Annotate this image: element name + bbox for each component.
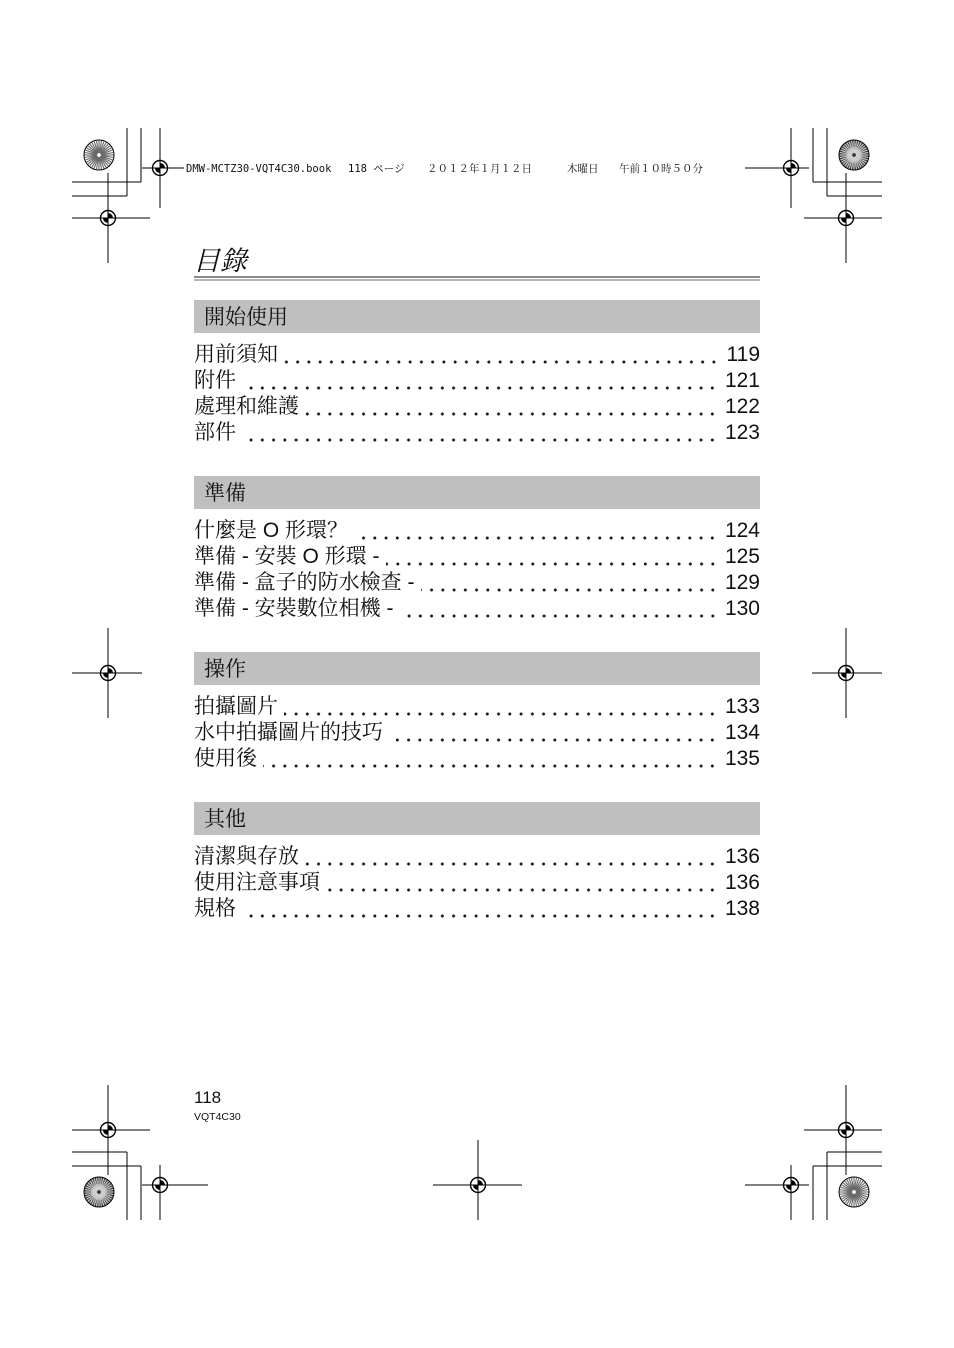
color-target-ray: [855, 1181, 863, 1191]
color-target-ray: [101, 150, 113, 154]
color-target-ray: [856, 152, 868, 154]
dot-leader: [284, 342, 720, 368]
color-target-ray: [851, 1178, 853, 1190]
color-target-ray: [101, 1193, 113, 1197]
registration-mark-quadrant: [103, 218, 108, 223]
toc-entry-label: 準備 - 安裝 O 形環 -: [194, 545, 380, 568]
footer-page-number: 118: [194, 1088, 222, 1107]
color-target-ray: [856, 1193, 868, 1197]
color-target-ray: [90, 1194, 98, 1204]
registration-mark-ring: [101, 211, 116, 226]
section-heading: 其他: [194, 802, 760, 835]
toc-entry-label: 附件: [194, 369, 236, 392]
color-target-ray: [855, 1179, 861, 1190]
color-target-ray: [101, 1193, 111, 1201]
color-target-ray: [847, 142, 853, 153]
color-target-ray: [86, 156, 97, 162]
color-target-ray: [101, 152, 113, 154]
color-target-ray: [96, 1194, 98, 1206]
color-target-ray: [100, 157, 106, 168]
color-target-ray: [840, 150, 852, 154]
color-target-ray: [845, 1194, 853, 1204]
toc-entry: [194, 544, 760, 570]
registration-mark-ring: [839, 1123, 854, 1138]
color-target-ray: [856, 155, 868, 157]
toc-entry-label: 什麼是 O 形環？: [194, 519, 349, 542]
color-target-ray: [85, 152, 97, 154]
registration-mark-quadrant: [846, 668, 851, 673]
color-target-ray: [86, 1185, 97, 1191]
registration-mark-quadrant: [160, 163, 165, 168]
color-target-ray: [88, 1193, 98, 1201]
registration-mark-quadrant: [160, 1180, 165, 1185]
color-target-ray: [845, 157, 853, 167]
color-target-ray: [88, 1183, 98, 1191]
color-target-ray: [841, 148, 852, 154]
color-target-ray: [840, 1192, 852, 1194]
toc-entry-page: 130: [724, 597, 760, 620]
color-target-ray: [855, 141, 859, 153]
color-target-ray: [856, 146, 866, 154]
color-target-ray: [86, 148, 97, 154]
color-target-ray: [854, 157, 856, 169]
color-target-ray: [851, 1194, 853, 1206]
color-target-circle: [84, 140, 114, 170]
color-target-ray: [851, 157, 853, 169]
color-target-circle: [839, 1177, 869, 1207]
color-target-ray: [92, 1194, 98, 1205]
toc-entry-label: 清潔與存放: [194, 845, 299, 868]
header-date: ２０１２年１月１２日: [427, 163, 532, 175]
toc-entry-label: 拍攝圖片: [194, 695, 278, 718]
color-target-ray: [855, 1194, 859, 1206]
color-target-ray: [856, 1187, 868, 1191]
color-target-ray: [841, 156, 852, 162]
color-target-ray: [100, 157, 104, 169]
color-target-ray: [99, 1194, 101, 1206]
color-target-ray: [99, 1178, 101, 1190]
color-target-ray: [856, 156, 867, 162]
footer-document-code: VQT4C30: [194, 1111, 241, 1123]
page-title: 目錄: [193, 246, 247, 276]
color-target-ray: [100, 1194, 108, 1204]
color-target-ray: [99, 141, 101, 153]
registration-mark-quadrant: [786, 1185, 791, 1190]
toc-entry-label: 準備 - 盒子的防水檢查 -: [194, 571, 415, 594]
color-target-ray: [101, 1185, 112, 1191]
registration-mark-quadrant: [791, 163, 796, 168]
color-target-ray: [843, 156, 853, 164]
color-target-ray: [92, 142, 98, 153]
color-target-ray: [101, 156, 112, 162]
color-target-ray: [849, 1178, 853, 1190]
color-target-ray: [854, 1194, 856, 1206]
color-target-ray: [856, 1192, 868, 1194]
color-target-ray: [85, 1187, 97, 1191]
registration-mark-ring: [839, 666, 854, 681]
section-heading: 操作: [194, 652, 760, 685]
toc-entry-label: 準備 - 安裝數位相機 -: [194, 597, 394, 620]
color-target-ray: [856, 1185, 867, 1191]
color-target-ray: [856, 156, 868, 160]
color-target-ray: [96, 141, 98, 153]
color-target-ray: [99, 157, 101, 169]
dot-leader: [305, 844, 718, 870]
color-target-ray: [841, 1185, 852, 1191]
color-target-circle: [839, 140, 869, 170]
header-page-label: 118 ページ: [348, 163, 405, 175]
color-target-ray: [856, 1189, 868, 1191]
toc-entry: [194, 394, 760, 420]
toc-entry: [194, 368, 760, 394]
toc-entry: [194, 746, 760, 772]
color-target-ray: [88, 156, 98, 164]
color-target-ray: [843, 1193, 853, 1201]
color-target-ray: [856, 156, 866, 164]
color-target-ray: [845, 1181, 853, 1191]
color-target-ray: [88, 146, 98, 154]
color-target-ray: [855, 157, 863, 167]
color-target-ray: [855, 1194, 863, 1204]
color-target-ray: [847, 157, 853, 168]
color-target-ray: [841, 1193, 852, 1199]
color-target-ray: [85, 1192, 97, 1194]
color-target-ray: [100, 1179, 106, 1190]
color-target-ray: [847, 1194, 853, 1205]
color-target-ray: [101, 1189, 113, 1191]
color-target-ring: [90, 1183, 108, 1201]
color-target-ray: [840, 1187, 852, 1191]
dot-leader: [400, 596, 718, 622]
color-target-ray: [100, 141, 104, 153]
color-target-ray: [94, 1178, 98, 1190]
toc-entry-page: 124: [724, 519, 760, 542]
color-target-ray: [86, 1193, 97, 1199]
registration-mark-quadrant: [103, 1130, 108, 1135]
color-target-ray: [101, 1193, 112, 1199]
color-target-ray: [845, 144, 853, 154]
color-target-ray: [847, 1179, 853, 1190]
color-target-ray: [96, 1178, 98, 1190]
toc-entry-label: 水中拍攝圖片的技巧: [194, 721, 383, 744]
toc-entry-page: 136: [724, 871, 760, 894]
color-target-ray: [101, 1192, 113, 1194]
dot-leader: [389, 720, 718, 746]
toc-entry-label: 處理和維護: [194, 395, 299, 418]
toc-entry-page: 125: [724, 545, 760, 568]
dot-leader: [326, 870, 718, 896]
color-target-ray: [100, 142, 106, 153]
color-target-ray: [96, 157, 98, 169]
color-target-ray: [840, 156, 852, 160]
registration-mark-quadrant: [155, 1185, 160, 1190]
registration-mark-quadrant: [841, 673, 846, 678]
color-target-ray: [85, 155, 97, 157]
color-target-ray: [855, 1194, 861, 1205]
section-heading: 準備: [194, 476, 760, 509]
toc-entries: [194, 509, 760, 622]
toc-section: [194, 300, 760, 446]
color-target-ray: [849, 141, 853, 153]
color-target-ray: [101, 1183, 111, 1191]
toc-entry: [194, 342, 760, 368]
color-target-ray: [840, 1189, 852, 1191]
color-target-ray: [856, 1193, 866, 1201]
toc-entry-page: 135: [724, 747, 760, 770]
toc-entry-label: 使用後: [194, 747, 257, 770]
registration-mark-quadrant: [846, 1125, 851, 1130]
color-target-ray: [90, 157, 98, 167]
color-target-ray: [855, 1178, 859, 1190]
toc-entry: [194, 844, 760, 870]
toc-entries: [194, 333, 760, 446]
color-target-ray: [840, 155, 852, 157]
color-target-ray: [92, 1179, 98, 1190]
color-target-ray: [101, 156, 111, 164]
color-target-ray: [851, 141, 853, 153]
toc-entry-label: 規格: [194, 897, 236, 920]
registration-mark-quadrant: [108, 1125, 113, 1130]
dot-leader: [263, 746, 718, 772]
color-target-ray: [856, 150, 868, 154]
toc-entry-page: 123: [724, 421, 760, 444]
color-target-ring: [845, 146, 863, 164]
color-target-ray: [101, 148, 112, 154]
toc-entry-page: 129: [724, 571, 760, 594]
color-target-ray: [90, 144, 98, 154]
color-target-ray: [101, 156, 113, 160]
dot-leader: [421, 570, 718, 596]
color-target-ray: [855, 157, 859, 169]
color-target-ray: [100, 157, 108, 167]
color-target-ray: [101, 1187, 113, 1191]
header-weekday: 木曜日: [567, 163, 599, 175]
dot-leader: [242, 420, 718, 446]
toc-entry-label: 用前須知: [194, 343, 278, 366]
registration-mark-quadrant: [846, 213, 851, 218]
toc-entry: [194, 570, 760, 596]
toc-section: [194, 652, 760, 772]
registration-mark-quadrant: [786, 168, 791, 173]
toc-entry: [194, 596, 760, 622]
registration-mark-quadrant: [108, 668, 113, 673]
dot-leader: [242, 896, 718, 922]
color-target-ray: [856, 1193, 867, 1199]
dot-leader: [305, 394, 718, 420]
registration-mark-ring: [153, 1178, 168, 1193]
color-target-ray: [85, 1193, 97, 1197]
registration-mark-quadrant: [478, 1180, 483, 1185]
toc-entry-page: 134: [724, 721, 760, 744]
header-time: 午前１０時５０分: [619, 163, 703, 175]
toc-entry-page: 136: [724, 845, 760, 868]
toc-entry-label: 使用注意事項: [194, 871, 320, 894]
registration-mark-ring: [101, 666, 116, 681]
toc-section: [194, 802, 760, 922]
toc-entry-page: 138: [724, 897, 760, 920]
registration-mark-quadrant: [155, 168, 160, 173]
registration-mark-ring: [839, 211, 854, 226]
color-target-ray: [100, 1194, 104, 1206]
color-target-ray: [856, 148, 867, 154]
color-target-ray: [94, 141, 98, 153]
header-file-name: DMW-MCTZ30-VQT4C30.book: [186, 163, 332, 175]
color-target-ray: [100, 1178, 104, 1190]
registration-mark-ring: [101, 1123, 116, 1138]
dot-leader: [386, 544, 718, 570]
registration-mark-ring: [471, 1178, 486, 1193]
color-target-ray: [92, 157, 98, 168]
color-target-ray: [854, 1178, 856, 1190]
registration-mark-quadrant: [108, 213, 113, 218]
toc-entry: [194, 694, 760, 720]
color-target-ray: [94, 1194, 98, 1206]
color-target-ray: [843, 1183, 853, 1191]
dot-leader: [242, 368, 718, 394]
dot-leader: [354, 518, 718, 544]
dot-leader: [284, 694, 718, 720]
color-target-ray: [100, 1194, 106, 1205]
toc-entries: [194, 685, 760, 772]
color-target-ray: [855, 142, 861, 153]
toc-entry: [194, 870, 760, 896]
toc-entry-page: 121: [724, 369, 760, 392]
registration-mark-quadrant: [103, 673, 108, 678]
registration-mark-ring: [784, 1178, 799, 1193]
registration-mark-quadrant: [473, 1185, 478, 1190]
color-target-ray: [849, 157, 853, 169]
toc-entry-page: 133: [724, 695, 760, 718]
color-target-ray: [855, 157, 861, 168]
color-target-ray: [85, 150, 97, 154]
color-target-ray: [840, 1193, 852, 1197]
toc-entry-page: 119: [726, 343, 760, 366]
color-target-ray: [854, 141, 856, 153]
toc-entry: [194, 896, 760, 922]
registration-mark-quadrant: [841, 1130, 846, 1135]
color-target-ray: [100, 144, 108, 154]
registration-mark-quadrant: [791, 1180, 796, 1185]
toc-entry: [194, 420, 760, 446]
color-target-ray: [85, 156, 97, 160]
toc-entries: [194, 835, 760, 922]
color-target-ray: [94, 157, 98, 169]
color-target-circle: [84, 1177, 114, 1207]
section-heading: 開始使用: [194, 300, 760, 333]
color-target-ray: [856, 1183, 866, 1191]
color-target-ray: [85, 1189, 97, 1191]
toc-entry: [194, 720, 760, 746]
color-target-ray: [843, 146, 853, 154]
color-target-ray: [101, 146, 111, 154]
color-target-ray: [849, 1194, 853, 1206]
toc-section: [194, 476, 760, 622]
registration-mark-ring: [784, 161, 799, 176]
color-target-ray: [100, 1181, 108, 1191]
title-rule: [194, 276, 760, 281]
toc-entry: [194, 518, 760, 544]
color-target-ray: [840, 152, 852, 154]
registration-mark-quadrant: [841, 218, 846, 223]
color-target-ray: [90, 1181, 98, 1191]
color-target-ray: [855, 144, 863, 154]
color-target-ray: [101, 155, 113, 157]
toc-entry-label: 部件: [194, 421, 236, 444]
registration-mark-ring: [153, 161, 168, 176]
toc-entry-page: 122: [724, 395, 760, 418]
